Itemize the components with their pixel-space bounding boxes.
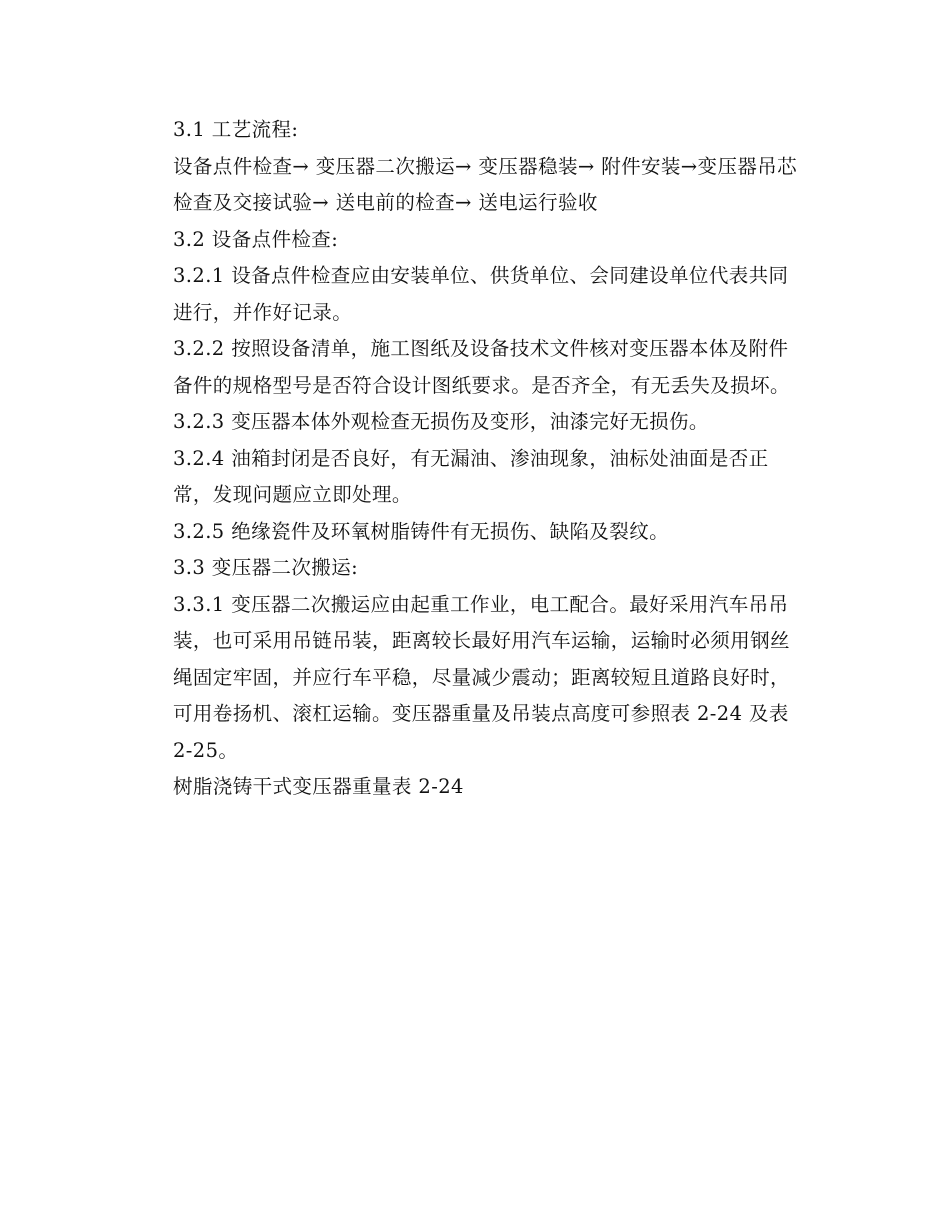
clause-3-2-4: 3.2.4 油箱封闭是否良好，有无漏油、渗油现象，油标处油面是否正常，发现问题应立即处理。 xyxy=(173,446,769,506)
clause-3-2-3: 3.2.3 变压器本体外观检查无损伤及变形，油漆完好无损伤。 xyxy=(173,410,709,433)
table-caption-2-24: 树脂浇铸干式变压器重量表 2-24 xyxy=(173,775,464,798)
section-heading-3-2: 3.2 设备点件检查: xyxy=(173,227,339,251)
clause-3-2-1: 3.2.1 设备点件检查应由安装单位、供货单位、会同建设单位代表共同进行，并作好记录。 xyxy=(173,264,789,324)
clause-3-2-5: 3.2.5 绝缘瓷件及环氧树脂铸件有无损伤、缺陷及裂纹。 xyxy=(173,519,670,543)
document-body xyxy=(173,112,805,806)
section-heading-3-1: 3.1 工艺流程: xyxy=(173,118,299,141)
process-flow-text: 设备点件检查→ 变压器二次搬运→ 变压器稳装→ 附件安装→变压器吊芯检查及交接试验→ 送电前的检查→ 送电运行验收 xyxy=(173,154,798,214)
clause-3-3-1: 3.3.1 变压器二次搬运应由起重工作业，电工配合。最好采用汽车吊吊装，也可采用吊链吊装，距离较长最好用汽车运输，运输时必须用钢丝绳固定牢固，并应行车平稳，尽量减少震动；距离较短且道路良好时，可用卷扬机、滚杠运输。变压器重量及吊装点高度可参照表 2-24 及表 2-25。 xyxy=(173,592,790,762)
section-heading-3-3: 3.3 变压器二次搬运: xyxy=(173,556,359,579)
clause-3-2-2: 3.2.2 按照设备清单，施工图纸及设备技术文件核对变压器本体及附件备件的规格型号是否符合设计图纸要求。是否齐全，有无丢失及损坏。 xyxy=(173,337,790,397)
